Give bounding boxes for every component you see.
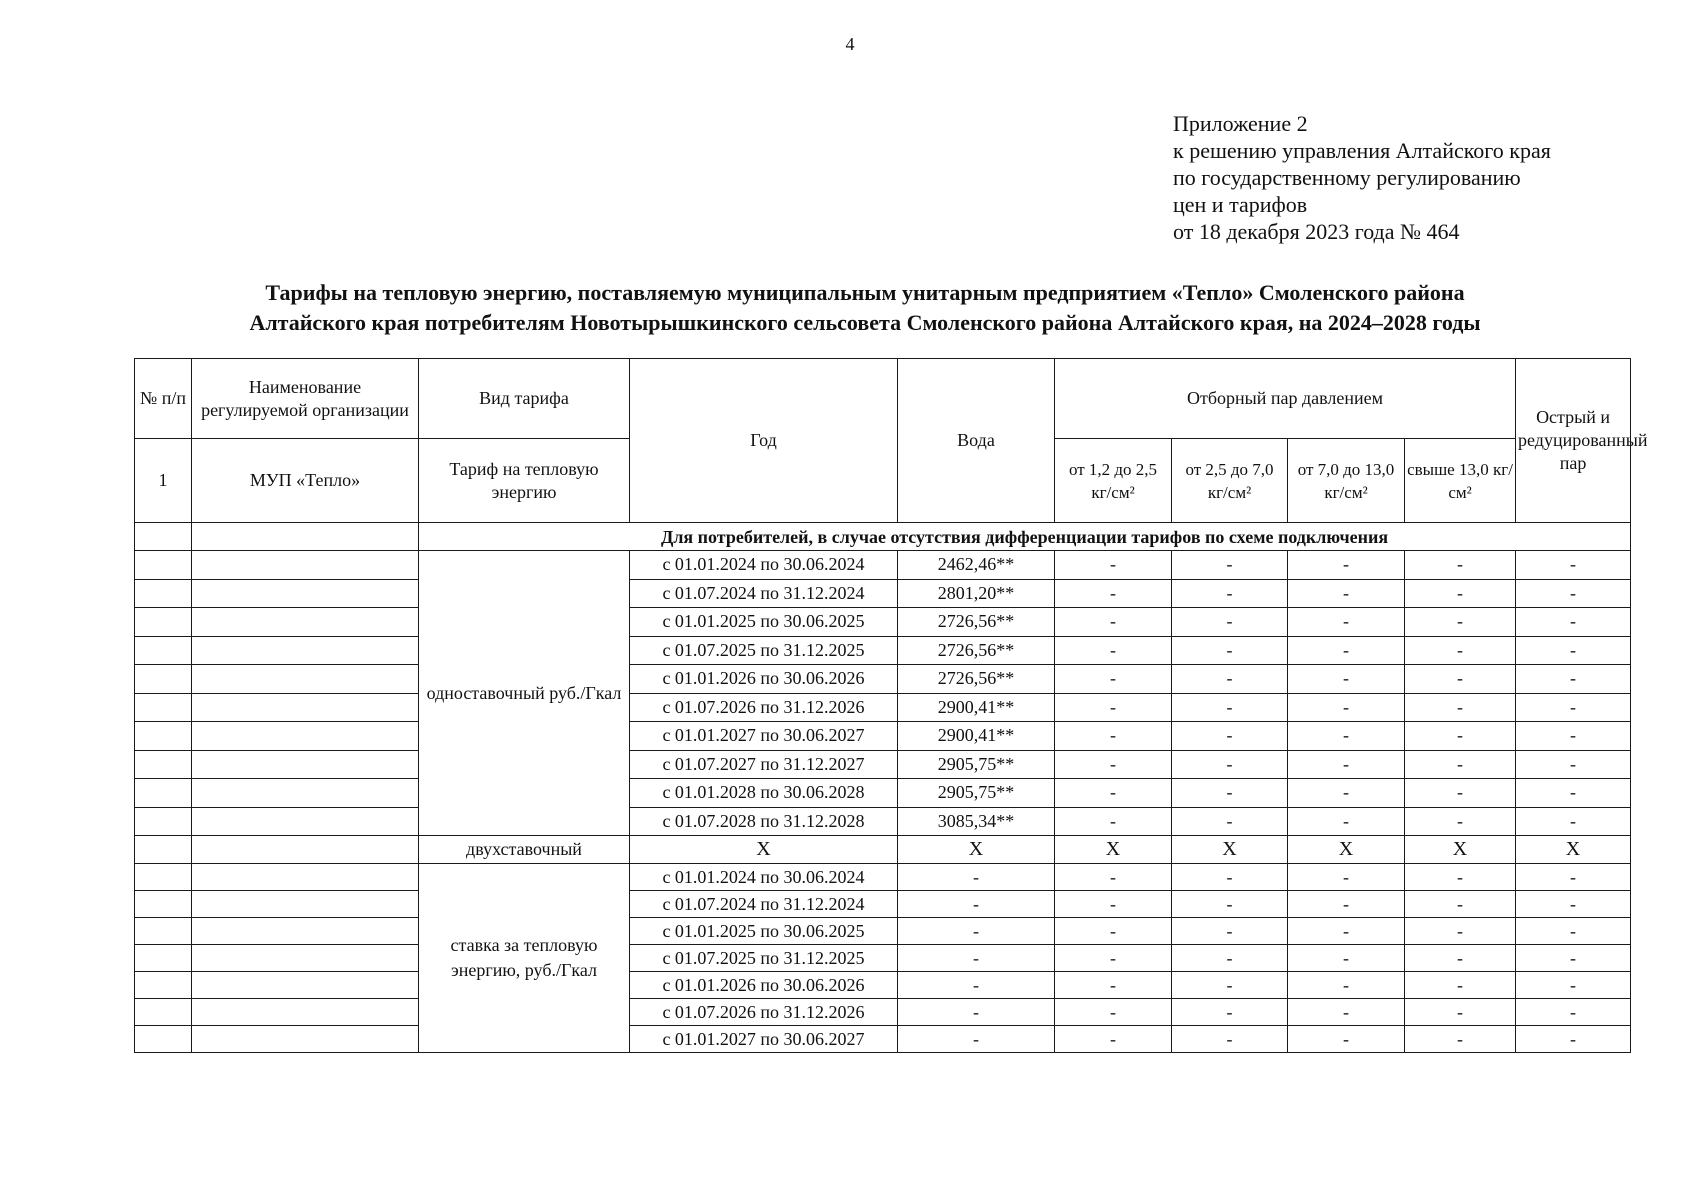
empty-cell [192, 945, 419, 972]
steam-cell-4: - [1405, 722, 1516, 751]
empty-cell [135, 836, 192, 864]
table-row [135, 579, 1631, 608]
title-line-1: Тарифы на тепловую энергию, поставляемую муниципальным унитарным предприятием «Тепло» Смоленского района [265, 280, 1465, 305]
water-cell: 3085,34** [898, 807, 1055, 836]
header-sharp-steam: Острый и редуцированный пар [1516, 359, 1631, 523]
steam-cell-2: - [1172, 779, 1288, 808]
appendix-block [1173, 110, 1551, 245]
table-row [135, 665, 1631, 694]
steam-cell-2: - [1172, 551, 1288, 580]
sharp-steam-cell: - [1516, 1026, 1631, 1053]
steam-cell-1: - [1055, 750, 1172, 779]
steam-cell-3: - [1288, 551, 1405, 580]
steam-cell-3: - [1288, 608, 1405, 637]
period-cell: с 01.01.2026 по 30.06.2026 [630, 972, 898, 999]
empty-cell [135, 807, 192, 836]
empty-cell [135, 1026, 192, 1053]
steam-cell-1: - [1055, 891, 1172, 918]
steam-cell-1: - [1055, 636, 1172, 665]
steam-cell-3: - [1288, 722, 1405, 751]
steam-cell-1: - [1055, 551, 1172, 580]
steam-cell-3: - [1288, 999, 1405, 1026]
sharp-steam-cell: - [1516, 636, 1631, 665]
water-cell: - [898, 864, 1055, 891]
steam-cell-1: - [1055, 945, 1172, 972]
sharp-steam-cell: - [1516, 551, 1631, 580]
water-cell: - [898, 1026, 1055, 1053]
steam-cell-4: - [1405, 608, 1516, 637]
sharp-steam-cell: - [1516, 579, 1631, 608]
period-cell: с 01.07.2025 по 31.12.2025 [630, 945, 898, 972]
steam-cell-4: - [1405, 750, 1516, 779]
steam-cell-4: - [1405, 807, 1516, 836]
period-cell: с 01.01.2026 по 30.06.2026 [630, 665, 898, 694]
steam-cell-4: - [1405, 693, 1516, 722]
header-num: № п/п [135, 359, 192, 439]
steam-cell-2: - [1172, 693, 1288, 722]
table-row [135, 972, 1631, 999]
steam-cell-2: - [1172, 864, 1288, 891]
appendix-line: от 18 декабря 2023 года № 464 [1173, 219, 1460, 244]
empty-cell [135, 918, 192, 945]
header-tariff-type: Вид тарифа [419, 359, 630, 439]
row1-org: МУП «Тепло» [192, 439, 419, 523]
water-cell: 2726,56** [898, 665, 1055, 694]
empty-cell [135, 693, 192, 722]
water-cell: - [898, 891, 1055, 918]
appendix-line: по государственному регулированию [1173, 165, 1521, 190]
steam-cell-1: - [1055, 665, 1172, 694]
steam-cell-4: - [1405, 891, 1516, 918]
steam-cell-1: - [1055, 722, 1172, 751]
steam-cell-4: - [1405, 945, 1516, 972]
x-cell: Х [1055, 836, 1172, 864]
empty-cell [135, 665, 192, 694]
table-row [135, 836, 1631, 864]
steam-cell-1: - [1055, 972, 1172, 999]
empty-cell [192, 864, 419, 891]
sharp-steam-cell: - [1516, 918, 1631, 945]
steam-cell-2: - [1172, 665, 1288, 694]
water-cell: 2900,41** [898, 693, 1055, 722]
x-cell: Х [898, 836, 1055, 864]
appendix-line: к решению управления Алтайского края [1173, 138, 1551, 163]
empty-cell [135, 945, 192, 972]
period-cell: с 01.01.2024 по 30.06.2024 [630, 551, 898, 580]
steam-cell-2: - [1172, 750, 1288, 779]
empty-cell [192, 918, 419, 945]
steam-cell-2: - [1172, 608, 1288, 637]
steam-cell-1: - [1055, 693, 1172, 722]
steam-cell-2: - [1172, 945, 1288, 972]
empty-cell [192, 693, 419, 722]
steam-cell-4: - [1405, 779, 1516, 808]
empty-cell [135, 891, 192, 918]
steam-cell-3: - [1288, 579, 1405, 608]
empty-cell [192, 722, 419, 751]
empty-cell [192, 523, 419, 551]
appendix-line: Приложение 2 [1173, 111, 1308, 136]
empty-cell [135, 608, 192, 637]
sharp-steam-cell: - [1516, 750, 1631, 779]
sharp-steam-cell: - [1516, 779, 1631, 808]
table-row [135, 693, 1631, 722]
sharp-steam-cell: - [1516, 999, 1631, 1026]
table-row [135, 551, 1631, 580]
table-row [135, 891, 1631, 918]
table-row [135, 999, 1631, 1026]
table-row [135, 945, 1631, 972]
sharp-steam-cell: - [1516, 665, 1631, 694]
water-cell: - [898, 972, 1055, 999]
page-number: 4 [845, 34, 855, 54]
table-row [135, 779, 1631, 808]
steam-cell-2: - [1172, 1026, 1288, 1053]
period-cell: с 01.07.2024 по 31.12.2024 [630, 891, 898, 918]
water-cell: - [898, 918, 1055, 945]
steam-cell-3: - [1288, 864, 1405, 891]
single-rate-label: одноставочный руб./Гкал [419, 551, 630, 836]
sharp-steam-cell: - [1516, 891, 1631, 918]
steam-cell-1: - [1055, 608, 1172, 637]
x-cell: Х [1288, 836, 1405, 864]
period-cell: с 01.07.2026 по 31.12.2026 [630, 999, 898, 1026]
steam-cell-2: - [1172, 722, 1288, 751]
empty-cell [135, 864, 192, 891]
water-cell: - [898, 945, 1055, 972]
section-title: Для потребителей, в случае отсутствия дифференциации тарифов по схеме подключения [419, 523, 1631, 551]
empty-cell [192, 551, 419, 580]
period-cell: с 01.01.2025 по 30.06.2025 [630, 608, 898, 637]
empty-cell [135, 722, 192, 751]
water-cell: 2726,56** [898, 636, 1055, 665]
empty-cell [192, 750, 419, 779]
empty-cell [192, 608, 419, 637]
water-cell: 2905,75** [898, 779, 1055, 808]
steam-cell-4: - [1405, 1026, 1516, 1053]
empty-cell [135, 972, 192, 999]
two-rate-label: двухставочный [419, 836, 630, 864]
header-water: Вода [898, 359, 1055, 523]
steam-cell-1: - [1055, 999, 1172, 1026]
table-row [135, 636, 1631, 665]
steam-cell-2: - [1172, 891, 1288, 918]
header-steam-1: от 1,2 до 2,5 кг/см² [1055, 439, 1172, 523]
empty-cell [135, 579, 192, 608]
period-cell: с 01.07.2027 по 31.12.2027 [630, 750, 898, 779]
empty-cell [135, 779, 192, 808]
empty-cell [192, 836, 419, 864]
water-cell: 2726,56** [898, 608, 1055, 637]
steam-cell-4: - [1405, 864, 1516, 891]
water-cell: - [898, 999, 1055, 1026]
x-cell: Х [1172, 836, 1288, 864]
period-cell: с 01.01.2024 по 30.06.2024 [630, 864, 898, 891]
row1-num: 1 [135, 439, 192, 523]
header-year: Год [630, 359, 898, 523]
steam-cell-3: - [1288, 1026, 1405, 1053]
header-steam-4: свыше 13,0 кг/см² [1405, 439, 1516, 523]
steam-cell-2: - [1172, 636, 1288, 665]
sharp-steam-cell: - [1516, 693, 1631, 722]
steam-cell-3: - [1288, 636, 1405, 665]
empty-cell [135, 636, 192, 665]
header-steam: Отборный пар давлением [1055, 359, 1516, 439]
steam-cell-3: - [1288, 918, 1405, 945]
steam-cell-4: - [1405, 636, 1516, 665]
steam-cell-3: - [1288, 891, 1405, 918]
water-cell: 2900,41** [898, 722, 1055, 751]
steam-cell-3: - [1288, 665, 1405, 694]
table-row [135, 1026, 1631, 1053]
period-cell: с 01.07.2024 по 31.12.2024 [630, 579, 898, 608]
sharp-steam-cell: - [1516, 722, 1631, 751]
period-cell: с 01.07.2028 по 31.12.2028 [630, 807, 898, 836]
steam-cell-4: - [1405, 579, 1516, 608]
steam-cell-1: - [1055, 579, 1172, 608]
empty-cell [192, 636, 419, 665]
appendix-line: цен и тарифов [1173, 192, 1308, 217]
empty-cell [192, 972, 419, 999]
steam-cell-2: - [1172, 999, 1288, 1026]
energy-rate-label: ставка за тепловую энергию, руб./Гкал [419, 864, 630, 1053]
empty-cell [192, 1026, 419, 1053]
steam-cell-4: - [1405, 551, 1516, 580]
sharp-steam-cell: - [1516, 972, 1631, 999]
steam-cell-3: - [1288, 750, 1405, 779]
empty-cell [192, 891, 419, 918]
empty-cell [192, 999, 419, 1026]
empty-cell [192, 779, 419, 808]
x-cell: Х [1405, 836, 1516, 864]
steam-cell-1: - [1055, 864, 1172, 891]
steam-cell-2: - [1172, 918, 1288, 945]
water-cell: 2801,20** [898, 579, 1055, 608]
table-row [135, 722, 1631, 751]
steam-cell-4: - [1405, 999, 1516, 1026]
sharp-steam-cell: - [1516, 864, 1631, 891]
sharp-steam-cell: - [1516, 807, 1631, 836]
period-cell: с 01.01.2028 по 30.06.2028 [630, 779, 898, 808]
steam-cell-3: - [1288, 693, 1405, 722]
row1-tariff: Тариф на тепловую энергию [419, 439, 630, 523]
steam-cell-1: - [1055, 1026, 1172, 1053]
steam-cell-2: - [1172, 972, 1288, 999]
table-row [135, 864, 1631, 891]
steam-cell-2: - [1172, 807, 1288, 836]
sharp-steam-cell: - [1516, 608, 1631, 637]
title-line-2: Алтайского края потребителям Новотырышкинского сельсовета Смоленского района Алтайского края, на 2024–2028 годы [249, 310, 1481, 335]
water-cell: 2462,46** [898, 551, 1055, 580]
table-row [135, 750, 1631, 779]
steam-cell-4: - [1405, 972, 1516, 999]
table-row [135, 807, 1631, 836]
steam-cell-4: - [1405, 918, 1516, 945]
steam-cell-3: - [1288, 779, 1405, 808]
steam-cell-1: - [1055, 807, 1172, 836]
empty-cell [192, 807, 419, 836]
header-steam-2: от 2,5 до 7,0 кг/см² [1172, 439, 1288, 523]
water-cell: 2905,75** [898, 750, 1055, 779]
empty-cell [192, 665, 419, 694]
period-cell: с 01.07.2025 по 31.12.2025 [630, 636, 898, 665]
table-row [135, 918, 1631, 945]
sharp-steam-cell: - [1516, 945, 1631, 972]
steam-cell-3: - [1288, 807, 1405, 836]
header-org: Наименование регулируемой организации [192, 359, 419, 439]
steam-cell-1: - [1055, 918, 1172, 945]
empty-cell [135, 750, 192, 779]
steam-cell-1: - [1055, 779, 1172, 808]
empty-cell [135, 523, 192, 551]
empty-cell [192, 579, 419, 608]
period-cell: с 01.01.2027 по 30.06.2027 [630, 722, 898, 751]
document-title [130, 278, 1600, 338]
x-cell: Х [1516, 836, 1631, 864]
tariffs-table [134, 358, 1648, 1053]
steam-cell-2: - [1172, 579, 1288, 608]
x-cell: Х [630, 836, 898, 864]
header-steam-3: от 7,0 до 13,0 кг/см² [1288, 439, 1405, 523]
steam-cell-3: - [1288, 945, 1405, 972]
period-cell: с 01.01.2027 по 30.06.2027 [630, 1026, 898, 1053]
period-cell: с 01.07.2026 по 31.12.2026 [630, 693, 898, 722]
period-cell: с 01.01.2025 по 30.06.2025 [630, 918, 898, 945]
steam-cell-3: - [1288, 972, 1405, 999]
empty-cell [135, 551, 192, 580]
steam-cell-4: - [1405, 665, 1516, 694]
empty-cell [135, 999, 192, 1026]
table-row [135, 608, 1631, 637]
